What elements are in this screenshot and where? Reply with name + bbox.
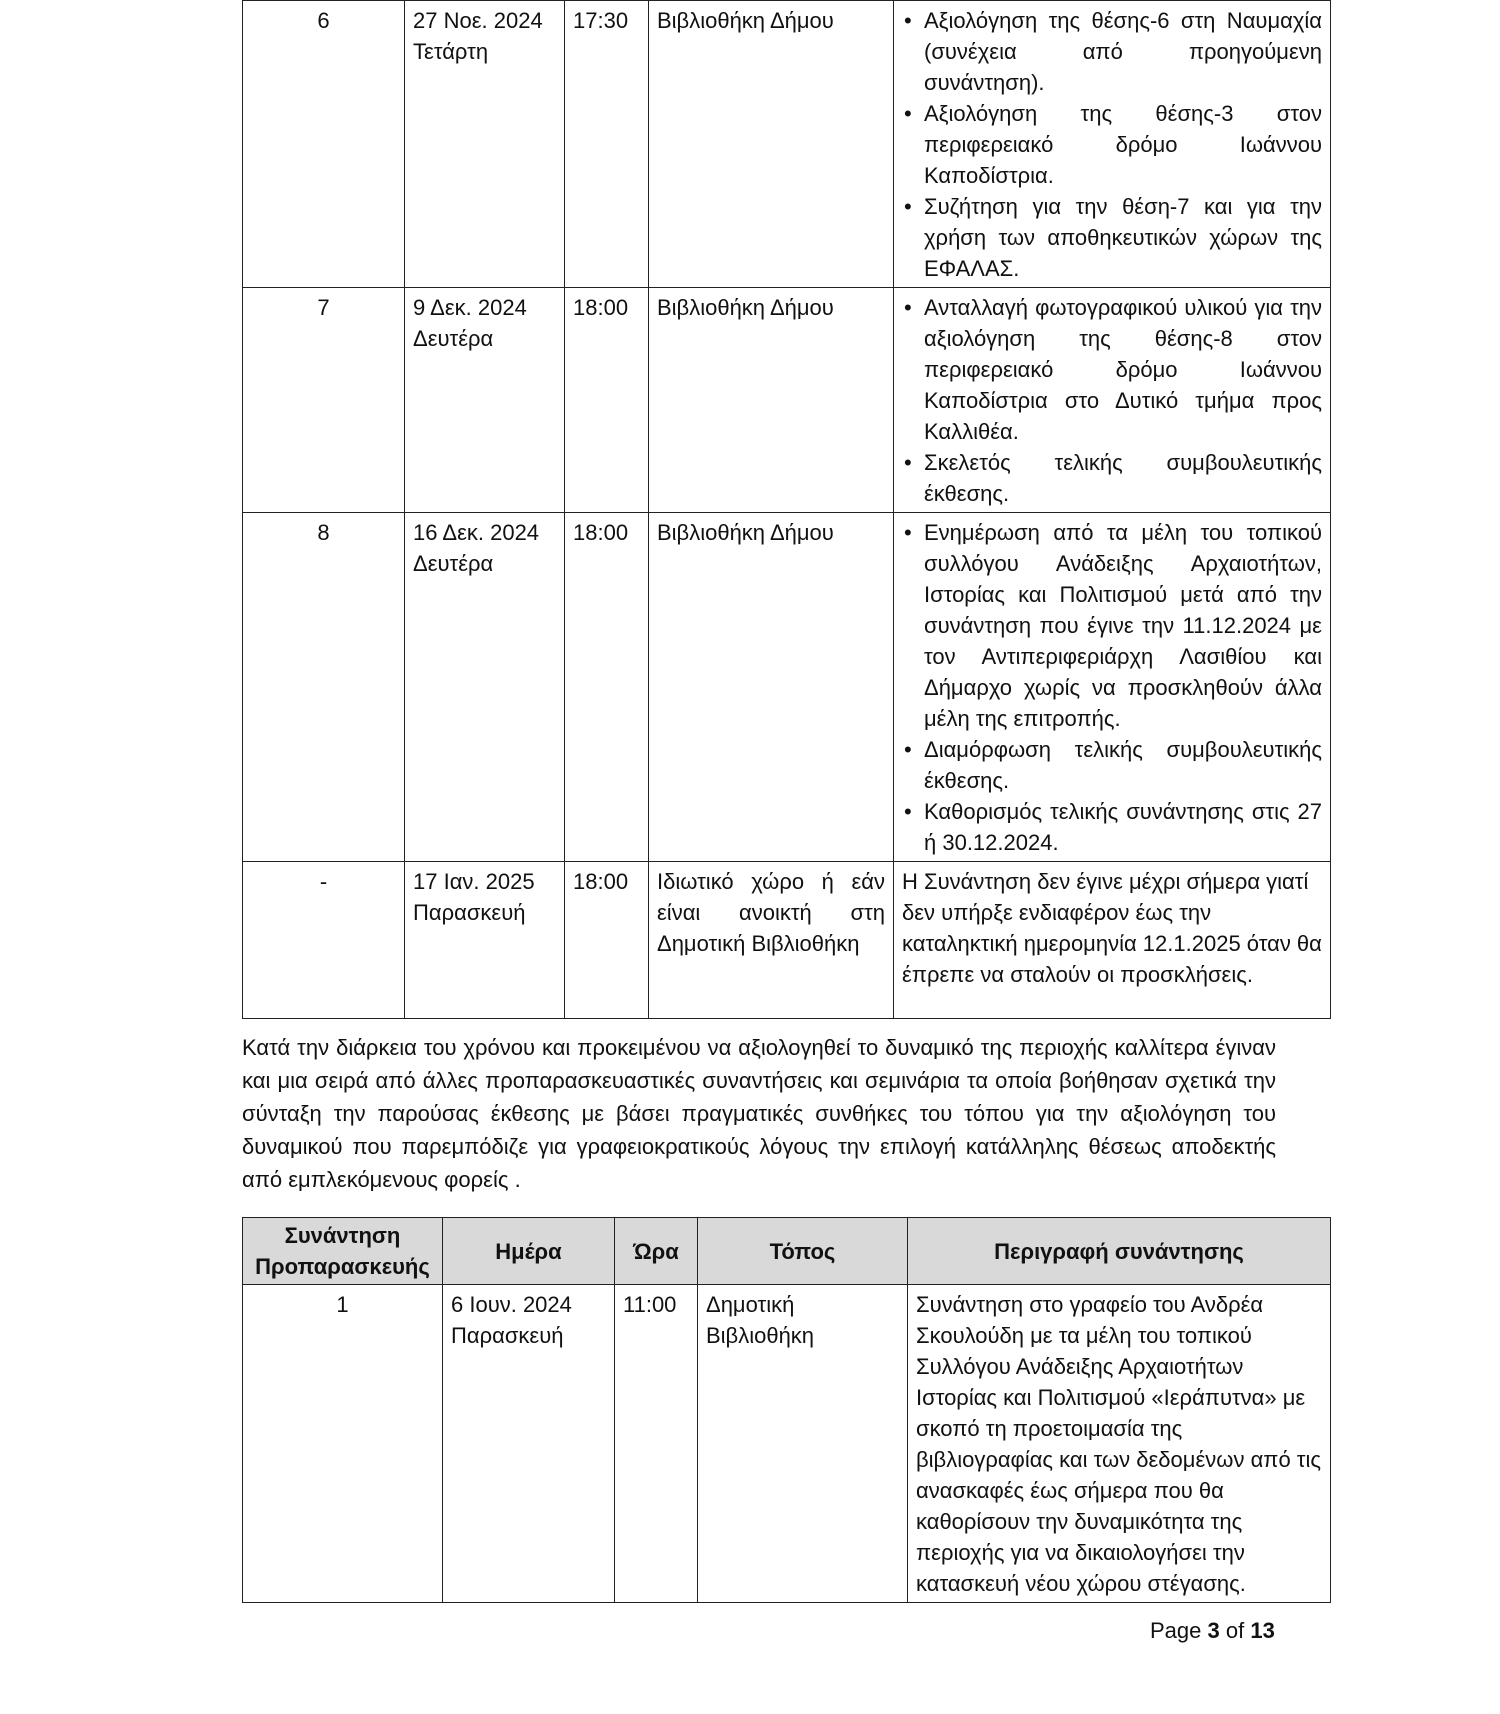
meeting-place: Βιβλιοθήκη Δήμου (649, 288, 894, 513)
meeting-time: 18:00 (565, 862, 649, 1019)
list-item: • Αξιολόγηση της θέσης-3 στον περιφερειακό δρόμο Ιωάννου Καποδίστρια. (902, 98, 1322, 191)
table-row (243, 1, 1331, 288)
meetings-table (242, 0, 1331, 1019)
table-header-row (243, 1218, 1331, 1285)
meeting-place: Βιβλιοθήκη Δήμου (649, 1, 894, 288)
meeting-place: Βιβλιοθήκη Δήμου (649, 513, 894, 862)
list-item: • Αξιολόγηση της θέσης-6 στη Ναυμαχία (συνέχεια από προηγούμενη συνάντηση). (902, 5, 1322, 98)
meeting-date: 27 Νοε. 2024 Τετάρτη (405, 1, 565, 288)
body-paragraph: Κατά την διάρκεια του χρόνου και προκειμένου να αξιολογηθεί το δυναμικό της περιοχής καλλίτερα έγιναν και μια σειρά από άλλες προπαρασκευαστικές συναντήσεις και σεμινάρια τα οποία βοήθησαν σχετικά την σύνταξη την παρούσας έκθεσης με βάσει πραγματικές συνθήκες του τόπου για την αξιολόγηση του δυναμικού που παρεμπόδιζε για γραφειοκρατικούς λόγους την επιλογή κατάλληλης θέσεως αποδεκτής από εμπλεκόμενους φορείς . (242, 1035, 1276, 1192)
preparatory-meetings-table (242, 1217, 1331, 1603)
table-row (243, 862, 1331, 1019)
list-item: • Ανταλλαγή φωτογραφικού υλικού για την αξιολόγηση της θέσης-8 στον περιφερειακό δρόμο Ιωάννου Καποδίστρια στο Δυτικό τμήμα προς Καλλιθέα. (902, 292, 1322, 447)
list-item: • Καθορισμός τελικής συνάντησης στις 27 ή 30.12.2024. (902, 796, 1322, 858)
meeting-time: 17:30 (565, 1, 649, 288)
meeting-number: 1 (243, 1285, 443, 1603)
meeting-number: - (243, 862, 405, 1019)
list-item: • Διαμόρφωση τελικής συμβουλευτικής έκθεσης. (902, 734, 1322, 796)
meeting-description (894, 513, 1331, 862)
header-description: Περιγραφή συνάντησης (908, 1218, 1331, 1285)
meeting-time: 18:00 (565, 513, 649, 862)
table-row (243, 513, 1331, 862)
table-row (243, 1285, 1331, 1603)
header-time: Ώρα (615, 1218, 698, 1285)
meeting-date: 17 Ιαν. 2025 Παρασκευή (405, 862, 565, 1019)
meeting-description (894, 288, 1331, 513)
meeting-date: 16 Δεκ. 2024 Δευτέρα (405, 513, 565, 862)
header-day: Ημέρα (443, 1218, 615, 1285)
meeting-time: 18:00 (565, 288, 649, 513)
meeting-time: 11:00 (615, 1285, 698, 1603)
meeting-number: 7 (243, 288, 405, 513)
list-item: • Συζήτηση για την θέση-7 και για την χρήση των αποθηκευτικών χώρων της ΕΦΑΛΑΣ. (902, 191, 1322, 284)
meeting-number: 6 (243, 1, 405, 288)
header-meeting: Συνάντηση Προπαρασκευής (243, 1218, 443, 1285)
meeting-number: 8 (243, 513, 405, 862)
meeting-date: 6 Ιουν. 2024 Παρασκευή (443, 1285, 615, 1603)
page-number: Page 3 of 13 (1150, 1618, 1275, 1643)
meeting-description: Η Συνάντηση δεν έγινε μέχρι σήμερα γιατί δεν υπήρξε ενδιαφέρον έως την καταληκτική ημερομηνία 12.1.2025 όταν θα έπρεπε να σταλούν οι προσκλήσεις. (894, 862, 1331, 1019)
list-item: • Σκελετός τελικής συμβουλευτικής έκθεσης. (902, 447, 1322, 509)
meeting-date: 9 Δεκ. 2024 Δευτέρα (405, 288, 565, 513)
header-place: Τόπος (698, 1218, 908, 1285)
list-item: • Ενημέρωση από τα μέλη του τοπικού συλλόγου Ανάδειξης Αρχαιοτήτων, Ιστορίας και Πολιτισμού μετά από την συνάντηση που έγινε την 11.12.2024 με τον Αντιπεριφεριάρχη Λασιθίου και Δήμαρχο χωρίς να προσκληθούν άλλα μέλη της επιτροπής. (902, 517, 1322, 734)
table-row (243, 288, 1331, 513)
meeting-place: Ιδιωτικό χώρο ή εάν είναι ανοικτή στη Δημοτική Βιβλιοθήκη (649, 862, 894, 1019)
meeting-description (894, 1, 1331, 288)
meeting-place: Δημοτική Βιβλιοθήκη (698, 1285, 908, 1603)
meeting-description: Συνάντηση στο γραφείο του Ανδρέα Σκουλούδη με τα μέλη του τοπικού Συλλόγου Ανάδειξης Αρχαιοτήτων Ιστορίας και Πολιτισμού «Ιεράπυτνα» με σκοπό τη προετοιμασία της βιβλιογραφίας και των δεδομένων από τις ανασκαφές έως σήμερα που θα καθορίσουν την δυναμικότητα της περιοχής για να δικαιολογήσει την κατασκευή νέου χώρου στέγασης. (908, 1285, 1331, 1603)
